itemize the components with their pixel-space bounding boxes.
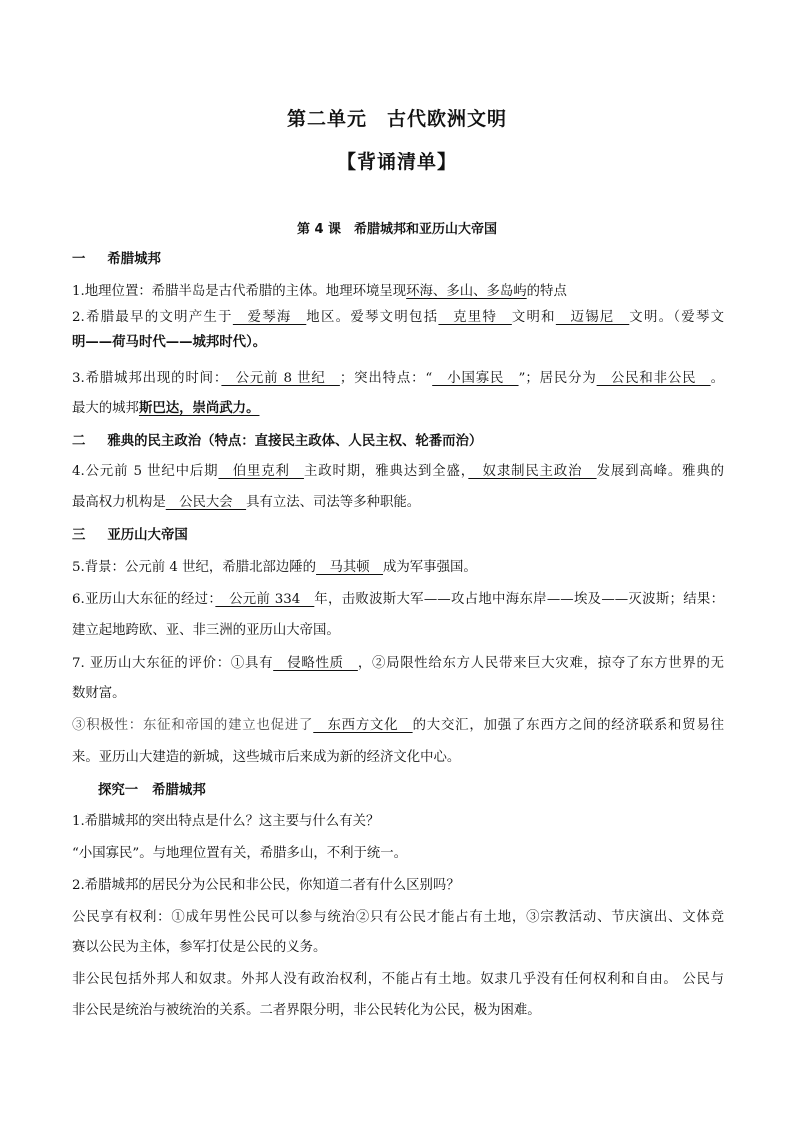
text: 主政时期，雅典达到全盛， — [303, 464, 469, 479]
explore-topic: 希腊城邦 — [152, 783, 206, 798]
blank-answer: 公民大会 — [165, 495, 247, 510]
heading-number: 二 — [72, 434, 86, 449]
text: ”；居民分为 — [518, 371, 597, 386]
blank-answer: 迈锡尼 — [555, 310, 630, 325]
text: ③积极性：东征和帝国的建立也促进了 — [72, 718, 314, 733]
blank-answer: 奴隶制民主政治 — [468, 464, 597, 479]
lesson-title: 第 4 课 希腊城邦和亚历山大帝国 — [296, 222, 498, 237]
blank-answer: 伯里克利 — [218, 464, 304, 479]
paragraph-7-line-2: 数财富。 — [72, 686, 126, 701]
heading-number: 三 — [72, 528, 86, 543]
text: 5.背景：公元前 4 世纪，希腊北部边陲的 — [72, 560, 317, 575]
text: 希腊半岛是古代希腊的主体。地理环境呈现 — [151, 284, 407, 299]
unit-title: 第二单元 古代欧洲文明 — [286, 108, 507, 130]
blank-answer: 侵略性质 — [273, 656, 358, 671]
text: 2.希腊最早的文明产生于 — [72, 310, 233, 325]
blank-answer: 公民和非公民 — [596, 371, 711, 386]
answer-2-line-2: 赛以公民为主体，参军打仗是公民的义务。 — [72, 940, 327, 955]
text: 。 — [710, 371, 724, 386]
answer-2-line-1: 公民享有权利：①成年男性公民可以参与统治②只有公民才能占有土地，③宗教活动、节庆演出、文体竞 — [72, 910, 724, 925]
blank-answer: 克里特 — [438, 310, 512, 325]
paragraph-7-line-4: 来。亚历山大建造的新城，这些城市后来成为新的经济文化中心。 — [72, 750, 461, 765]
paragraph-3-line-1 — [72, 369, 724, 389]
text: 1.地理位置： — [72, 284, 152, 299]
blank-answer: 公元前 8 世纪 — [221, 371, 340, 386]
heading-text: 雅典的民主政治（特点：直接民主政体、人民主权、轮番而治） — [107, 434, 483, 449]
explore-label: 探究一 — [98, 783, 139, 798]
question-1: 1.希腊城邦的突出特点是什么？这主要与什么有关？ — [72, 814, 380, 829]
text: 最大的城邦 — [72, 401, 139, 416]
paragraph-2-line-2: 明——荷马时代——城邦时代）。 — [72, 335, 267, 350]
paragraph-2-line-1 — [72, 308, 724, 328]
explore-heading — [98, 781, 750, 801]
blank-answer: 马其顿 — [316, 560, 384, 575]
text: 6.亚历山大东征的经过： — [72, 592, 216, 607]
paragraph-4-line-2 — [72, 493, 724, 513]
text: 文明和 — [511, 310, 556, 325]
heading-text: 希腊城邦 — [107, 252, 161, 267]
text: 发展到高峰。雅典的 — [596, 464, 725, 479]
paragraph-7-line-3 — [72, 716, 724, 736]
paragraph-6-line-2: 建立起地跨欧、亚、非三洲的亚历山大帝国。 — [72, 623, 340, 638]
text: ；突出特点：“ — [339, 371, 433, 386]
text: 具有立法、司法等多种职能。 — [246, 495, 421, 510]
text: ，②局限性给东方人民带来巨大灾难，掠夺了东方世界的无 — [357, 656, 724, 671]
blank-answer: 爱琴海 — [232, 310, 307, 325]
heading-number: 一 — [72, 252, 86, 267]
blank-answer: 公元前 334 — [215, 592, 315, 607]
paragraph-1 — [72, 282, 724, 302]
text: 地区。爱琴文明包括 — [306, 310, 439, 325]
answer-2-line-4: 非公民是统治与被统治的关系。二者界限分明，非公民转化为公民，极为困难。 — [72, 1003, 541, 1018]
paragraph-5 — [72, 558, 724, 578]
section-heading-2 — [72, 432, 724, 452]
paragraph-3-line-2 — [72, 399, 724, 419]
blank-answer: 东西方文化 — [313, 718, 413, 733]
blank-answer: 环海、多山、多岛屿 — [406, 284, 527, 299]
text: 3.希腊城邦出现的时间： — [72, 371, 222, 386]
section-heading-1 — [72, 250, 724, 270]
text: 的特点 — [526, 284, 567, 299]
heading-text: 亚历山大帝国 — [107, 528, 188, 543]
blank-answer: 斯巴达，崇尚武力。 — [138, 401, 260, 416]
text: 最高权力机构是 — [72, 495, 166, 510]
section-heading-3 — [72, 526, 724, 546]
paragraph-6-line-1 — [72, 590, 724, 610]
paragraph-7-line-1 — [72, 654, 724, 674]
answer-2-line-3: 非公民包括外邦人和奴隶。外邦人没有政治权利，不能占有土地。奴隶几乎没有任何权利和自由。 公民与 — [72, 972, 724, 987]
list-title: 【背诵清单】 — [336, 151, 457, 173]
text: 成为军事强国。 — [383, 560, 477, 575]
text: 7. 亚历山大东征的评价：①具有 — [72, 656, 274, 671]
paragraph-4-line-1 — [72, 462, 724, 482]
text: 文明。（爱琴文 — [629, 310, 725, 325]
answer-1: “小国寡民”。与地理位置有关，希腊多山，不利于统一。 — [72, 846, 408, 861]
text: 年，击败波斯大军——攻占地中海东岸——埃及——灭波斯；结果： — [314, 592, 725, 607]
text: 4.公元前 5 世纪中后期 — [72, 464, 219, 479]
question-2: 2.希腊城邦的居民分为公民和非公民，你知道二者有什么区别吗？ — [72, 878, 460, 893]
text: 的大交汇，加强了东西方之间的经济联系和贸易往 — [412, 718, 725, 733]
blank-answer: 小国寡民 — [432, 371, 519, 386]
